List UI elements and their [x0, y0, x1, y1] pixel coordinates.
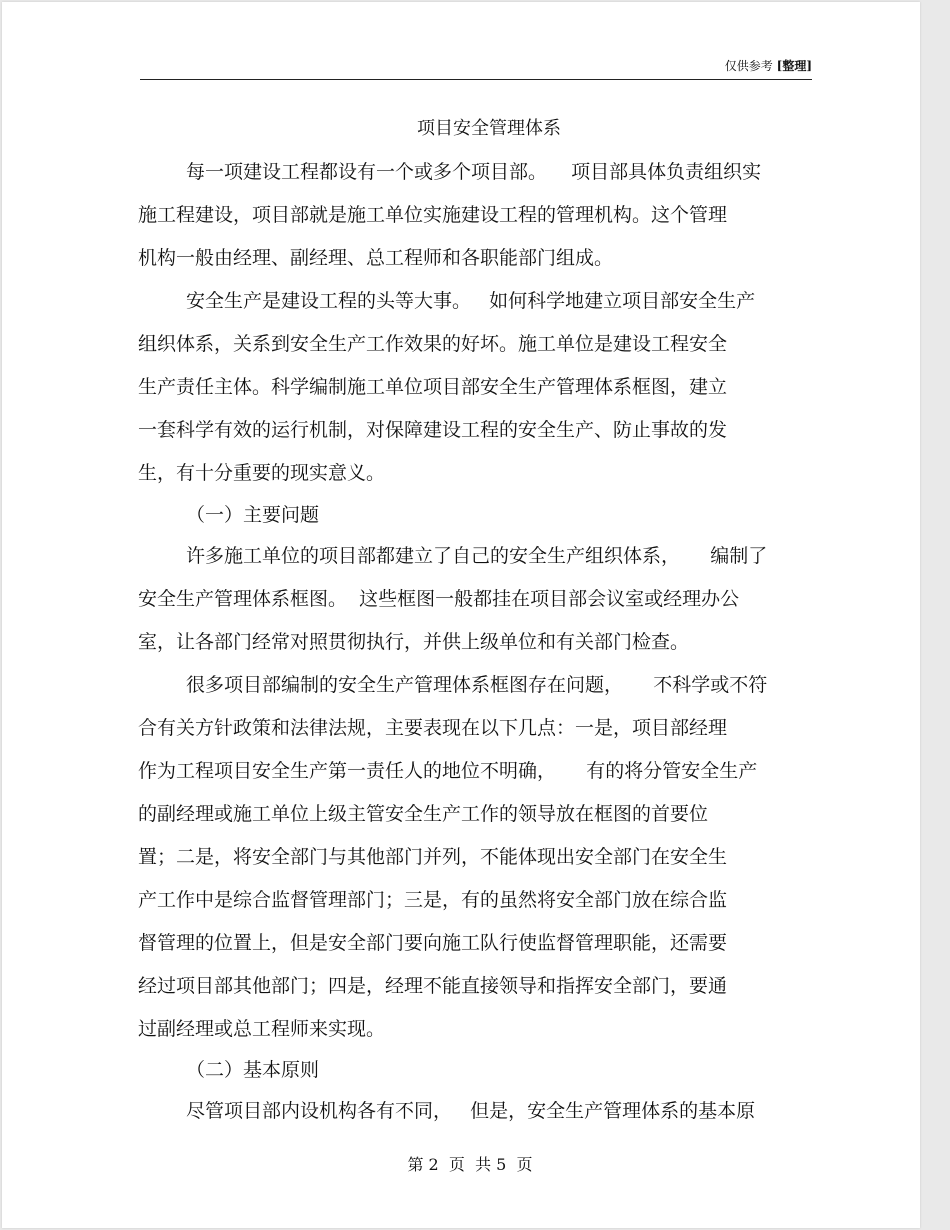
paragraph-line: 的副经理或施工单位上级主管安全生产工作的领导放在框图的首要位 [138, 803, 709, 825]
document-page [2, 2, 920, 1228]
paragraph-line: 一套科学有效的运行机制，对保障建设工程的安全生产、防止事故的发 [138, 419, 728, 441]
page-number-footer: 第 2 页 共 5 页 [407, 1155, 533, 1174]
paragraph-line: 机构一般由经理、副经理、总工程师和各职能部门组成。 [138, 247, 614, 269]
paragraph-line: 过副经理或总工程师来实现。 [138, 1018, 386, 1040]
paragraph-line: 安全生产管理体系框图。 这些框图一般都挂在项目部会议室或经理办公 [138, 588, 740, 610]
paragraph-line: 施工程建设，项目部就是施工单位实施建设工程的管理机构。这个管理 [138, 204, 728, 226]
paragraph-line: 产工作中是综合监督管理部门；三是，有的虽然将安全部门放在综合监 [138, 889, 728, 911]
paragraph-line: 很多项目部编制的安全生产管理体系框图存在问题， 不科学或不符 [186, 674, 768, 696]
paragraph-line: 每一项建设工程都设有一个或多个项目部。 项目部具体负责组织实 [186, 161, 762, 183]
header-note: 仅供参考 [724, 59, 773, 73]
paragraph-line: 安全生产是建设工程的头等大事。 如何科学地建立项目部安全生产 [186, 290, 756, 312]
paragraph-line: 尽管项目部内设机构各有不同， 但是，安全生产管理体系的基本原 [186, 1100, 756, 1122]
section-heading: （二）基本原则 [186, 1059, 320, 1081]
page-header [140, 58, 812, 80]
section-heading: （一）主要问题 [186, 504, 320, 526]
paragraph-line: 经过项目部其他部门；四是，经理不能直接领导和指挥安全部门，要通 [138, 975, 728, 997]
paragraph-line: 室，让各部门经常对照贯彻执行，并供上级单位和有关部门检查。 [138, 631, 690, 653]
paragraph-line: 组织体系，关系到安全生产工作效果的好坏。施工单位是建设工程安全 [138, 333, 728, 355]
paragraph-line: 作为工程项目安全生产第一责任人的地位不明确， 有的将分管安全生产 [138, 760, 758, 782]
header-tag: [整理] [776, 59, 812, 73]
paragraph-line: 合有关方针政策和法律法规，主要表现在以下几点：一是，项目部经理 [138, 717, 728, 739]
paragraph-line: 生产责任主体。科学编制施工单位项目部安全生产管理体系框图，建立 [138, 376, 728, 398]
paragraph-line: 许多施工单位的项目部都建立了自己的安全生产组织体系， 编制了 [186, 545, 768, 567]
document-title: 项目安全管理体系 [417, 118, 561, 139]
paragraph-line: 督管理的位置上，但是安全部门要向施工队行使监督管理职能，还需要 [138, 932, 728, 954]
paragraph-line: 置；二是，将安全部门与其他部门并列，不能体现出安全部门在安全生 [138, 846, 728, 868]
paragraph-line: 生，有十分重要的现实意义。 [138, 462, 386, 484]
